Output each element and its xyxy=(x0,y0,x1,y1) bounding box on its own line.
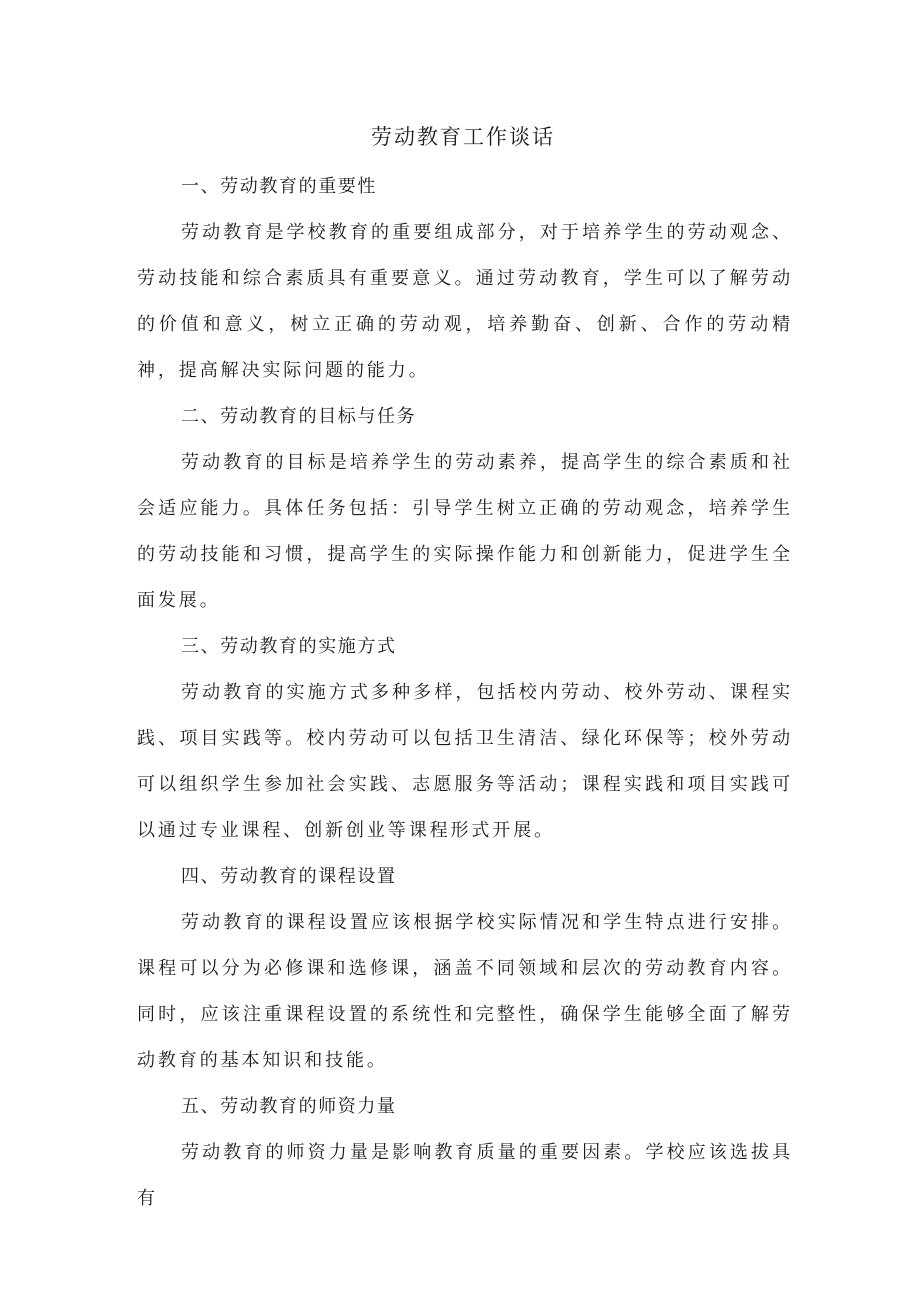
section-heading-1: 一、劳动教育的重要性 xyxy=(181,176,377,197)
section-paragraph-1: 劳动教育是学校教育的重要组成部分，对于培养学生的劳动观念、劳动技能和综合素质具有重要意义。通过劳动教育，学生可以了解劳动的价值和意义，树立正确的劳动观，培养勤奋、创新、合作的劳动精神，提高解决实际问题的能力。 xyxy=(137,222,793,381)
section-heading-4: 四、劳动教育的课程设置 xyxy=(181,866,397,887)
section-heading-3: 三、劳动教育的实施方式 xyxy=(181,636,397,657)
section-paragraph-3: 劳动教育的实施方式多种多样，包括校内劳动、校外劳动、课程实践、项目实践等。校内劳动可以包括卫生清洁、绿化环保等；校外劳动可以组织学生参加社会实践、志愿服务等活动；课程实践和项目实践可以通过专业课程、创新创业等课程形式开展。 xyxy=(137,682,793,841)
document-body xyxy=(137,164,793,1222)
section-paragraph-4: 劳动教育的课程设置应该根据学校实际情况和学生特点进行安排。课程可以分为必修课和选修课，涵盖不同领域和层次的劳动教育内容。同时，应该注重课程设置的系统性和完整性，确保学生能够全面了解劳动教育的基本知识和技能。 xyxy=(137,912,793,1071)
document-title: 劳动教育工作谈话 xyxy=(371,125,555,149)
section-paragraph-2: 劳动教育的目标是培养学生的劳动素养，提高学生的综合素质和社会适应能力。具体任务包括：引导学生树立正确的劳动观念，培养学生的劳动技能和习惯，提高学生的实际操作能力和创新能力，促进学生全面发展。 xyxy=(137,452,793,611)
section-heading-5: 五、劳动教育的师资力量 xyxy=(181,1096,397,1117)
section-paragraph-5: 劳动教育的师资力量是影响教育质量的重要因素。学校应该选拔具有 xyxy=(137,1142,793,1209)
section-heading-2: 二、劳动教育的目标与任务 xyxy=(181,406,417,427)
